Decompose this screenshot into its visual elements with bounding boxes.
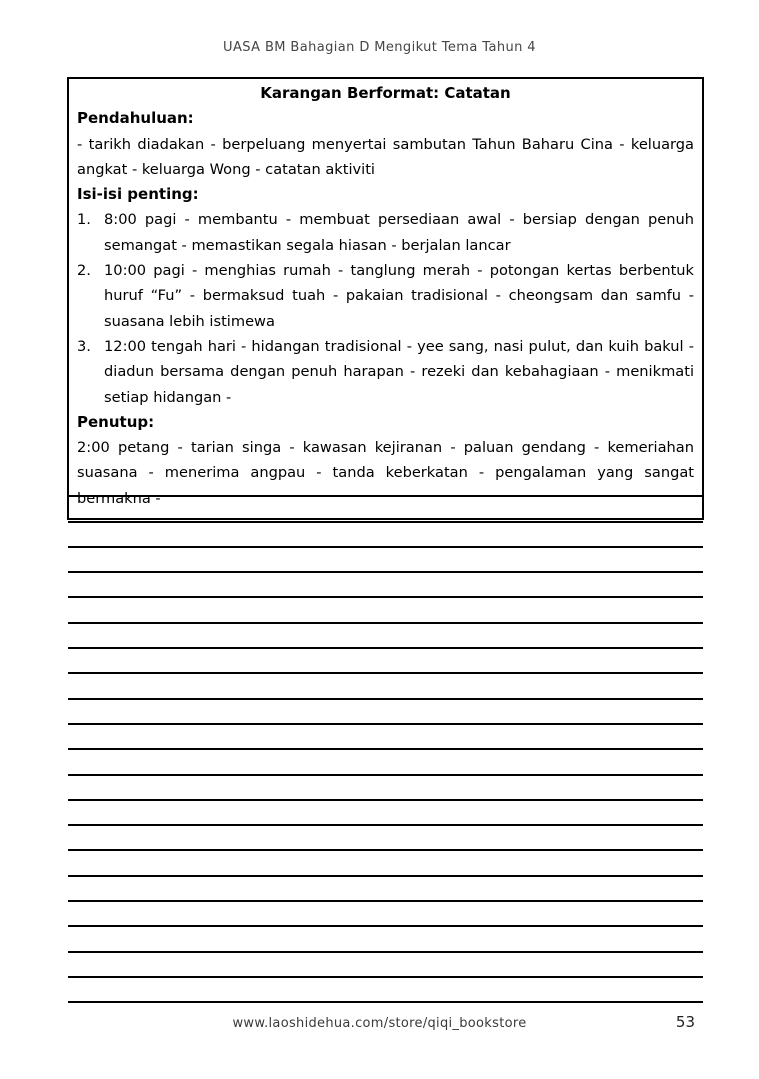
notes-box <box>67 77 704 520</box>
writing-line <box>68 826 703 851</box>
item-text: 8:00 pagi - membantu - membuat persediaan awal - bersiap dengan penuh semangat - memastikan segala hiasan - berjalan lancar <box>104 211 694 254</box>
item-text: 10:00 pagi - menghias rumah - tanglung merah - potongan kertas berbentuk huruf “Fu” - bermaksud tuah - pakaian tradisional - cheongsam dan samfu - suasana lebih istimewa <box>104 262 694 330</box>
page-number: 53 <box>675 1013 695 1031</box>
isi-isi-penting-label: Isi-isi penting: <box>77 185 199 204</box>
item-number: 1. <box>77 211 91 229</box>
writing-line <box>68 598 703 623</box>
writing-line <box>68 776 703 801</box>
writing-line <box>68 953 703 978</box>
box-title: Karangan Berformat: Catatan <box>260 84 511 102</box>
writing-line <box>68 573 703 598</box>
item-text: 12:00 tengah hari - hidangan tradisional - yee sang, nasi pulut, dan kuih bakul - diadun bersama dengan penuh harapan - rezeki dan kebahagiaan - menikmati setiap hidangan - <box>104 337 694 406</box>
writing-line <box>68 548 703 573</box>
penutup-label: Penutup: <box>77 412 155 431</box>
writing-line <box>68 472 703 497</box>
writing-line <box>68 674 703 699</box>
writing-line <box>68 927 703 952</box>
item-number: 3. <box>77 337 91 355</box>
penutup-text: 2:00 petang - tarian singa - kawasan kejiranan - paluan gendang - kemeriahan suasana - menerima angpau - tanda keberkatan - pengalaman yang sangat bermakna - <box>77 439 694 507</box>
page-header: UASA BM Bahagian D Mengikut Tema Tahun 4 <box>223 40 536 55</box>
writing-line <box>68 523 703 548</box>
writing-line <box>68 801 703 826</box>
writing-line <box>68 978 703 1003</box>
item-number: 2. <box>77 262 91 280</box>
writing-line <box>68 649 703 674</box>
writing-line <box>68 902 703 927</box>
writing-line <box>68 750 703 775</box>
writing-line <box>68 725 703 750</box>
writing-line <box>68 700 703 725</box>
note-item-3 <box>77 334 694 410</box>
note-item-2 <box>77 258 694 334</box>
writing-line <box>68 851 703 876</box>
writing-line <box>68 497 703 522</box>
pendahuluan-text: - tarikh diadakan - berpeluang menyertai sambutan Tahun Baharu Cina - keluarga angkat - keluarga Wong - catatan aktiviti <box>77 135 694 178</box>
note-item-1 <box>77 207 694 258</box>
writing-line <box>68 624 703 649</box>
writing-line <box>68 877 703 902</box>
footer-url: www.laoshidehua.com/store/qiqi_bookstore <box>232 1016 527 1031</box>
writing-lines <box>68 472 703 1003</box>
pendahuluan-label: Pendahuluan: <box>77 109 194 128</box>
